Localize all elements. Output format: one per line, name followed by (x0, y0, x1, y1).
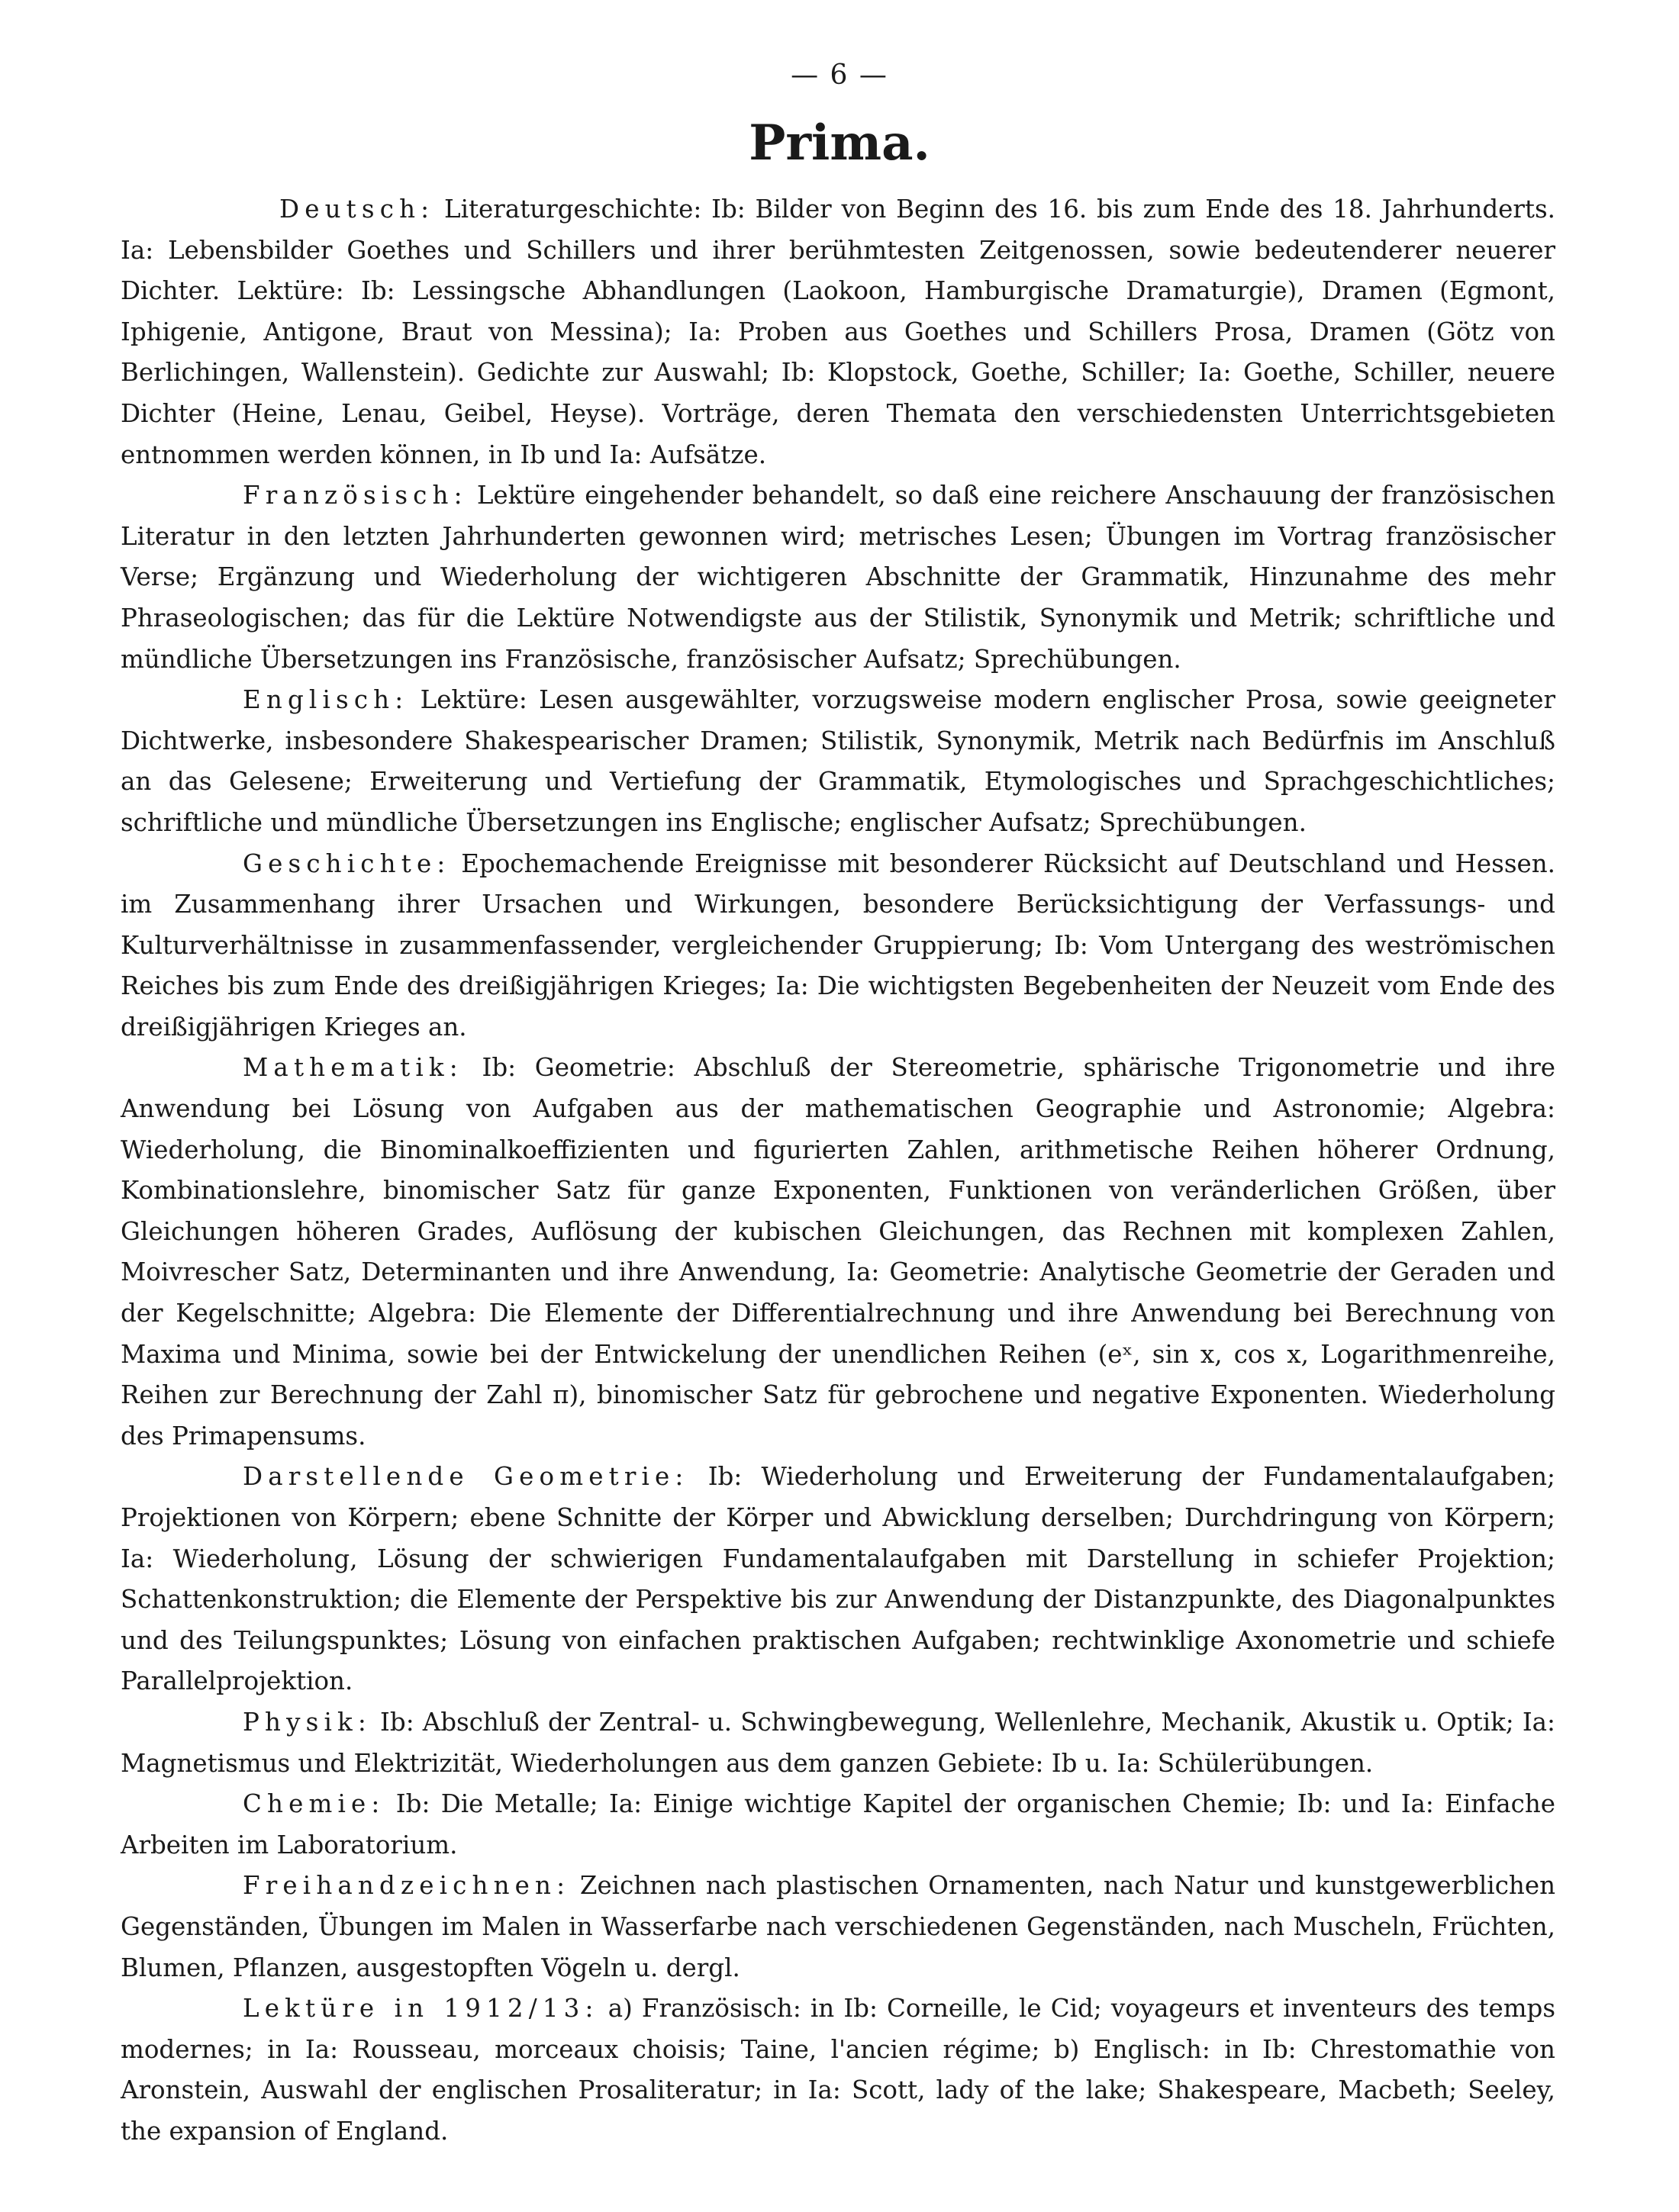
section-lektuere (121, 1988, 1555, 2152)
section-freihandzeichnen (121, 1866, 1555, 1988)
subject-heading: Lektüre in 1912/13: (243, 1994, 599, 2024)
section-text: Ib: Die Metalle; Ia: Einige wichtige Kapitel der organischen Chemie; Ib: und Ia: Einfache Arbeiten im Laboratorium. (121, 1789, 1555, 1859)
section-text: a) Französisch: in Ib: Corneille, le Cid; voyageurs et inventeurs des temps modernes; in Ia: Rousseau, morceaux choisis; Taine, l'ancien régime; b) Englisch: in Ib: Chrestomathie von Aronstein, Auswahl der englischen Prosaliteratur; in Ia: Scott, lady of the lake; Shakespeare, Macbeth; Seeley, the expansion of England. (121, 1994, 1555, 2146)
page-title: Prima. (749, 114, 930, 172)
section-text: Lektüre eingehender behandelt, so daß eine reichere Anschauung der französischen Literatur in den letzten Jahrhunderten gewonnen wird; metrisches Lesen; Übungen im Vortrag französischer Verse; Ergänzung und Wiederholung der wichtigeren Abschnitte der Grammatik, Hinzunahme des mehr Phraseologischen; das für die Lektüre Notwendigste aus der Stilistik, Synonymik und Metrik; schriftliche und mündliche Übersetzungen ins Französische, französischer Aufsatz; Sprechübungen. (121, 481, 1555, 674)
curriculum-body (121, 189, 1555, 2152)
subject-heading: Deutsch: (279, 195, 435, 224)
page-number: — 6 — (791, 60, 888, 91)
section-text: Ib: Geometrie: Abschluß der Stereometrie, sphärische Trigonometrie und ihre Anwendung bei Lösung von Aufgaben aus der mathematischen Geographie und Astronomie; Algebra: Wiederholung, die Binominalkoeffizienten und figurierten Zahlen, arithmetische Reihen höherer Ordnung, Kombinationslehre, binomischer Satz für ganze Exponenten, Funktionen von veränderlichen Größen, über Gleichungen höheren Grades, Auflösung der kubischen Gleichungen, das Rechnen mit komplexen Zahlen, Moivrescher Satz, Determinanten und ihre Anwendung, Ia: Geometrie: Analytische Geometrie der Geraden und der Kegelschnitte; Algebra: Die Elemente der Differentialrechnung und ihre Anwendung bei Berechnung von Maxima und Minima, sowie bei der Entwickelung der unendlichen Reihen (eˣ, sin x, cos x, Logarithmenreihe, Reihen zur Berechnung der Zahl π), binomischer Satz für gebrochene und negative Exponenten. Wiederholung des Primapensums. (121, 1053, 1555, 1451)
section-englisch (121, 680, 1555, 843)
section-text: Ib: Wiederholung und Erweiterung der Fundamentalaufgaben; Projektionen von Körpern; ebene Schnitte der Körper und Abwicklung derselben; Durchdringung von Körpern; Ia: Wiederholung, Lösung der schwierigen Fundamentalaufgaben mit Darstellung in schiefer Projektion; Schattenkonstruktion; die Elemente der Perspektive bis zur Anwendung der Distanzpunkte, des Diagonalpunktes und des Teilungspunktes; Lösung von einfachen praktischen Aufgaben; rechtwinklige Axonometrie und schiefe Parallelprojektion. (121, 1462, 1556, 1696)
section-darstellende-geometrie (121, 1457, 1555, 1702)
section-physik (121, 1702, 1555, 1784)
section-text: Literaturgeschichte: Ib: Bilder von Beginn des 16. bis zum Ende des 18. Jahrhunderts. Ia: Lebensbilder Goethes und Schillers und ihrer berühmtesten Zeitgenossen, sowie bedeutenderer neuerer Dichter. Lektüre: Ib: Lessingsche Abhandlungen (Laokoon, Hamburgische Dramaturgie), Dramen (Egmont, Iphigenie, Antigone, Braut von Messina); Ia: Proben aus Goethes und Schillers Prosa, Dramen (Götz von Berlichingen, Wallenstein). Gedichte zur Auswahl; Ib: Klopstock, Goethe, Schiller; Ia: Goethe, Schiller, neuere Dichter (Heine, Lenau, Geibel, Heyse). Vorträge, deren Themata den verschiedensten Unterrichtsgebieten entnommen werden können, in Ib und Ia: Aufsätze. (121, 195, 1555, 469)
subject-heading: Mathematik: (243, 1053, 463, 1083)
section-text: Epochemachende Ereignisse mit besonderer Rücksicht auf Deutschland und Hessen. im Zusammenhang ihrer Ursachen und Wirkungen, besondere Berücksichtigung der Verfassungs- und Kulturverhältnisse in zusammenfassender, vergleichender Gruppierung; Ib: Vom Untergang des weströmischen Reiches bis zum Ende des dreißigjährigen Krieges; Ia: Die wichtigsten Begebenheiten der Neuzeit vom Ende des dreißigjährigen Krieges an. (121, 848, 1555, 1042)
section-text: Lektüre: Lesen ausgewählter, vorzugsweise modern englischer Prosa, sowie geeigneter Dichtwerke, insbesondere Shakespearischer Dramen; Stilistik, Synonymik, Metrik nach Bedürfnis im Anschluß an das Gelesene; Erweiterung und Vertiefung der Grammatik, Etymologisches und Sprachgeschichtliches; schriftliche und mündliche Übersetzungen ins Englische; englischer Aufsatz; Sprechübungen. (121, 685, 1555, 837)
section-chemie (121, 1784, 1555, 1866)
subject-heading: Darstellende Geometrie: (243, 1462, 689, 1492)
subject-heading: Freihandzeichnen: (243, 1871, 571, 1901)
subject-heading: Französisch: (243, 481, 468, 510)
subject-heading: Chemie: (243, 1789, 385, 1819)
section-deutsch (121, 189, 1555, 475)
section-mathematik (121, 1048, 1555, 1457)
subject-heading: Geschichte: (243, 848, 451, 878)
section-text: Ib: Abschluß der Zentral- u. Schwingbewegung, Wellenlehre, Mechanik, Akustik u. Optik; Ia: Magnetismus und Elektrizität, Wiederholungen aus dem ganzen Gebiete: Ib u. Ia: Schülerübungen. (121, 1707, 1555, 1778)
section-franzoesisch (121, 475, 1555, 680)
section-text: Zeichnen nach plastischen Ornamenten, nach Natur und kunstgewerblichen Gegenständen, Übungen im Malen in Wasserfarbe nach verschiedenen Gegenständen, nach Muscheln, Früchten, Blumen, Pflanzen, ausgestopften Vögeln u. dergl. (121, 1871, 1555, 1982)
section-geschichte (121, 844, 1555, 1048)
subject-heading: Physik: (243, 1707, 372, 1737)
subject-heading: Englisch: (243, 685, 409, 715)
